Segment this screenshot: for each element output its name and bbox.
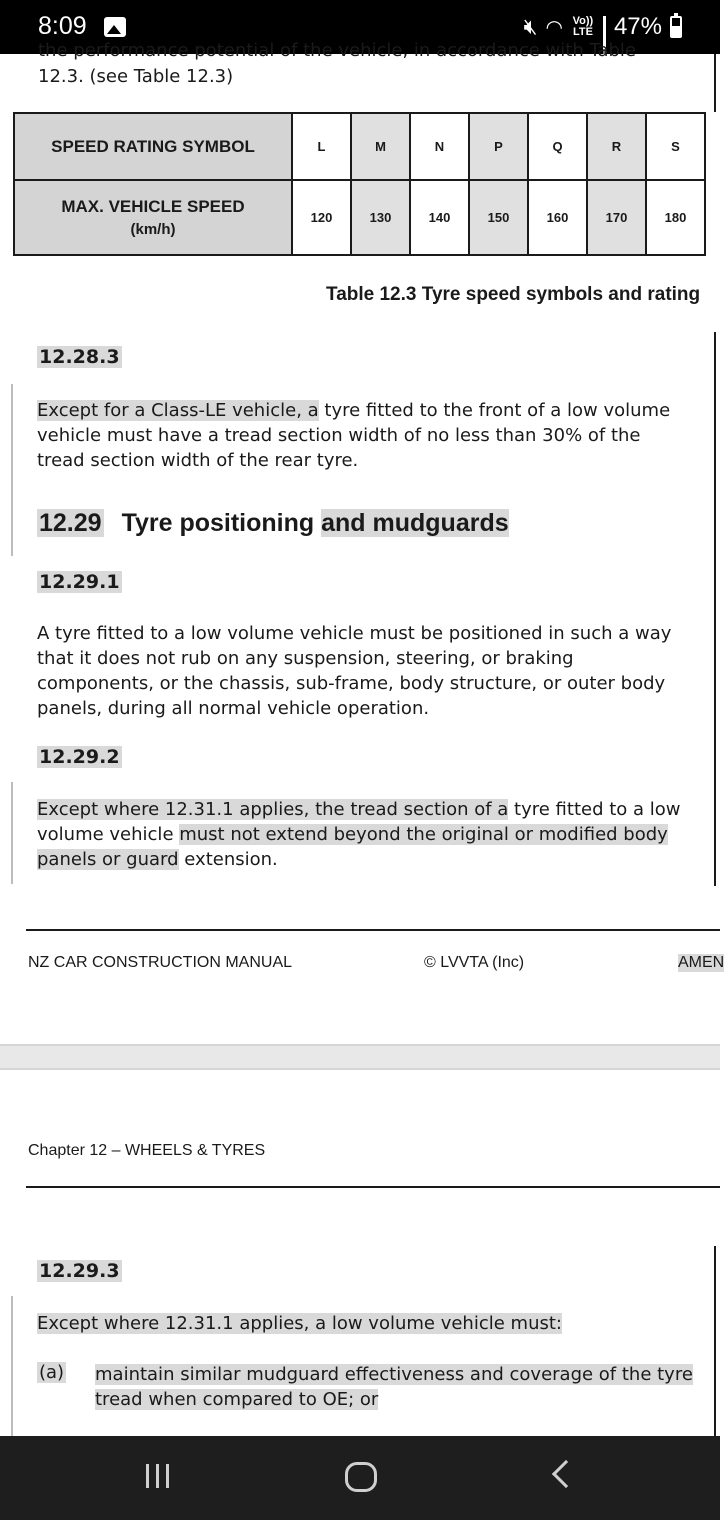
- clause-id: 12.29.3: [39, 1260, 120, 1282]
- table-cell: 180: [646, 180, 705, 255]
- page-separator: [0, 1044, 720, 1070]
- volte-label: Vo)) LTE: [572, 15, 594, 38]
- clause-text-rest: tyre fitted to the front of a low volume vehicle must have a tread section width of no less than 30% of the tread section width of the rear tyre.: [37, 400, 671, 471]
- list-item-text: [95, 1362, 695, 1412]
- clause-text: A tyre fitted to a low volume vehicle must be positioned in such a way that it does not rub on any suspension, steering, or braking components, or the chassis, sub-frame, body structure, or outer body panels, during all normal vehicle operation.: [37, 623, 672, 719]
- change-bar: [11, 782, 13, 884]
- back-icon[interactable]: [552, 1460, 580, 1488]
- table-row: [14, 113, 705, 180]
- page-margin-rule: [714, 1246, 716, 1436]
- table-cell: S: [646, 113, 705, 180]
- footer-left: NZ CAR CONSTRUCTION MANUAL: [28, 954, 293, 971]
- table-cell: R: [587, 113, 646, 180]
- document-viewer[interactable]: [0, 40, 724, 1436]
- table-cell: N: [410, 113, 469, 180]
- status-time: 8:09: [38, 12, 87, 40]
- table-cell: 130: [351, 180, 410, 255]
- clause-id: 12.29.1: [39, 571, 120, 593]
- home-icon[interactable]: [345, 1462, 377, 1492]
- recents-icon[interactable]: [146, 1464, 169, 1488]
- table-cell: Q: [528, 113, 587, 180]
- table-cell: 150: [469, 180, 528, 255]
- table-header-cell: SPEED RATING SYMBOL: [14, 113, 292, 180]
- change-bar: [11, 384, 13, 556]
- highlighted-text: Except for a Class-LE vehicle, a: [37, 400, 319, 421]
- table-caption: Table 12.3 Tyre speed symbols and rating: [326, 284, 701, 305]
- battery-percent: 47%: [613, 13, 662, 40]
- footer-rule: [26, 929, 720, 931]
- section-heading: [37, 509, 509, 538]
- table-cell: L: [292, 113, 351, 180]
- list-item-label: (a): [39, 1362, 65, 1383]
- clause-text: [37, 797, 687, 872]
- table-cell: P: [469, 113, 528, 180]
- gallery-icon: [104, 17, 126, 37]
- page-margin-rule: [714, 54, 716, 112]
- table-cell: 170: [587, 180, 646, 255]
- table-row: [14, 180, 705, 255]
- clause-text: [37, 398, 687, 473]
- table-header-label: MAX. VEHICLE SPEED: [61, 197, 245, 216]
- highlighted-text: must not extend beyond the original or modified body panels or guard: [37, 824, 668, 870]
- clause-id: 12.28.3: [39, 346, 120, 368]
- highlighted-text: and mudguards: [321, 509, 509, 537]
- status-indicators: [524, 10, 682, 44]
- clause-id: 12.29.2: [39, 746, 120, 768]
- clause-text-rest: tyre fitted to a low volume vehicle: [37, 799, 681, 845]
- speed-rating-table: [13, 112, 706, 256]
- clause-text-rest: extension.: [178, 849, 278, 870]
- table-cell: 160: [528, 180, 587, 255]
- section-number: 12.29: [39, 509, 102, 537]
- table-cell: M: [351, 113, 410, 180]
- page-margin-rule: [714, 332, 716, 886]
- section-title: Tyre positioning: [121, 509, 322, 537]
- table-header-unit: (km/h): [130, 221, 176, 238]
- cut-off-line: the performance potential of the vehicle, in accordance with Table: [38, 40, 636, 61]
- table-cell: 140: [410, 180, 469, 255]
- mute-icon: 🔇︎: [523, 14, 538, 40]
- table-header-cell: [14, 180, 292, 255]
- highlighted-text: maintain similar mudguard effectiveness and coverage of the tyre tread when compared to OE; or: [95, 1364, 693, 1410]
- battery-icon: [670, 16, 682, 38]
- header-rule: [26, 1186, 720, 1188]
- clause-text: [37, 1311, 687, 1336]
- signal-icon: [603, 16, 606, 38]
- footer-center: © LVVTA (Inc): [424, 954, 525, 971]
- highlighted-text: Except where 12.31.1 applies, a low volume vehicle must:: [37, 1313, 562, 1334]
- chapter-header: Chapter 12 – WHEELS & TYRES: [28, 1142, 266, 1159]
- continuation-line: 12.3. (see Table 12.3): [38, 66, 234, 87]
- highlighted-text: Except where 12.31.1 applies, the tread section of a: [37, 799, 509, 820]
- navigation-bar: [0, 1436, 720, 1520]
- footer-right: AMEN: [678, 954, 724, 971]
- change-bar: [11, 1296, 13, 1436]
- table-cell: 120: [292, 180, 351, 255]
- wifi-icon: ◠: [545, 15, 563, 39]
